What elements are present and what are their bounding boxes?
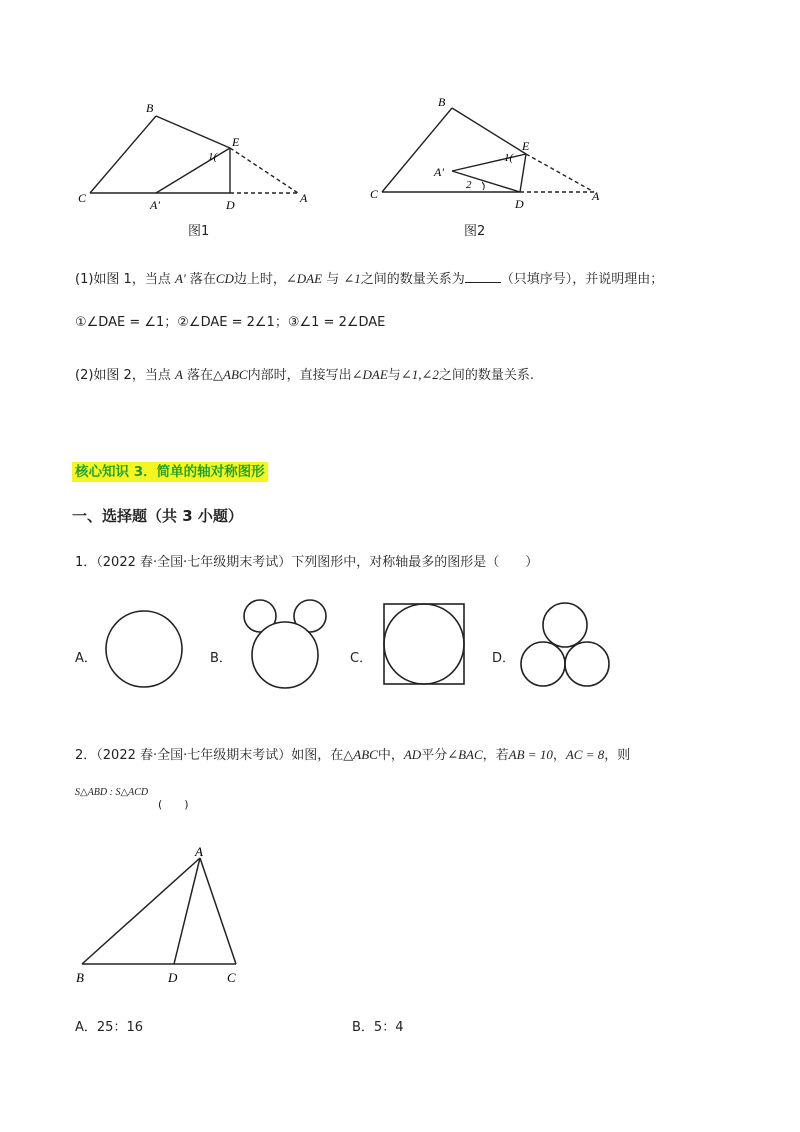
fig2-side-be: [452, 108, 526, 154]
fig2-label-a: A: [592, 189, 600, 203]
fig1-label-a: A: [300, 191, 308, 205]
q1-option-d-figure[interactable]: [512, 598, 618, 694]
subsection-title: 一、选择题（共 3 小题）: [72, 507, 243, 525]
q2-option-a[interactable]: A．25：16: [75, 1020, 143, 1035]
q1-option-a-figure[interactable]: [100, 604, 190, 694]
single-circle: [106, 611, 182, 687]
area-ratio: S△ABD : S△ACD: [75, 787, 149, 798]
section-title: 核心知识 3．简单的轴对称图形: [72, 460, 268, 480]
top-circle: [543, 603, 587, 647]
answer-blank[interactable]: [465, 271, 501, 283]
q2-triangle-figure: [70, 840, 260, 990]
q-part2-line: (2)如图 2，当点 A 落在△ABC内部时，直接写出∠DAE与∠1,∠2之间的数量关系.: [75, 367, 534, 383]
q2-label-c: C: [227, 970, 236, 985]
fig2-angle2-arc: [482, 182, 484, 190]
fig2-label-d: D: [515, 197, 524, 211]
fig2-dashed-ea: [526, 154, 594, 192]
q1-option-a-label: A．: [75, 651, 97, 666]
figure-2: [362, 90, 622, 220]
q2-answer-paren: ( ): [158, 798, 189, 811]
fig2-label-angle2: 2: [466, 179, 472, 191]
q1-option-c-figure[interactable]: [378, 598, 470, 690]
fig1-dashed-ea: [230, 148, 298, 193]
question-2-text: 2．（2022 春·全国·七年级期末考试）如图，在△ABC中，AD平分∠BAC，若AB = 10，AC = 8，则: [75, 747, 631, 763]
inscribed-circle: [384, 604, 464, 684]
bisector-ad: [174, 858, 200, 964]
q-part1-options: ①∠DAE = ∠1；②∠DAE = 2∠1；③∠1 = 2∠DAE: [75, 315, 386, 330]
fig1-caption: 图1: [188, 224, 210, 239]
fig1-side-cb: [90, 116, 156, 193]
fig1-label-aprime: A': [150, 198, 160, 212]
bottom-left-circle: [521, 642, 565, 686]
fig1-label-e: E: [232, 135, 240, 149]
figure-1: [60, 90, 330, 220]
fig1-label-d: D: [226, 198, 235, 212]
q1-option-c-label: C．: [350, 651, 373, 666]
fig1-label-b: B: [146, 101, 154, 115]
q1-option-d-label: D．: [492, 651, 516, 666]
fig2-label-e: E: [522, 139, 530, 153]
q2-label-d: D: [168, 970, 178, 985]
q1-option-b-figure[interactable]: [236, 596, 336, 696]
fig1-label-c: C: [78, 191, 87, 205]
bottom-right-circle: [565, 642, 609, 686]
fig2-line-aprime-e: [452, 154, 526, 171]
fig1-side-be: [156, 116, 230, 148]
fig1-label-angle1: 1(: [208, 151, 218, 163]
fig2-label-b: B: [438, 95, 446, 109]
fig1-line-aprime-e: [156, 148, 230, 193]
fig2-label-c: C: [370, 187, 379, 201]
q1-option-b-label: B．: [210, 651, 232, 666]
q2-label-b: B: [76, 970, 84, 985]
fig2-label-aprime: A': [434, 165, 444, 179]
q2-option-b[interactable]: B．5：4: [352, 1020, 404, 1035]
q2-label-a: A: [195, 844, 203, 859]
fig2-label-angle1: 1(: [504, 152, 514, 164]
side-ac: [200, 858, 236, 964]
fig2-caption: 图2: [464, 224, 486, 239]
fig2-side-cb: [382, 108, 452, 192]
head-circle: [252, 622, 318, 688]
question-1-text: 1．（2022 春·全国·七年级期末考试）下列图形中，对称轴最多的图形是（ ）: [75, 555, 539, 570]
fig2-line-aprime-d: [452, 171, 520, 192]
q-part1-line: (1)如图 1，当点 A' 落在CD边上时，∠DAE 与 ∠1之间的数量关系为 （只填序号），并说明理由；: [75, 271, 664, 287]
side-ab: [82, 858, 200, 964]
fig2-line-ed: [520, 154, 526, 192]
